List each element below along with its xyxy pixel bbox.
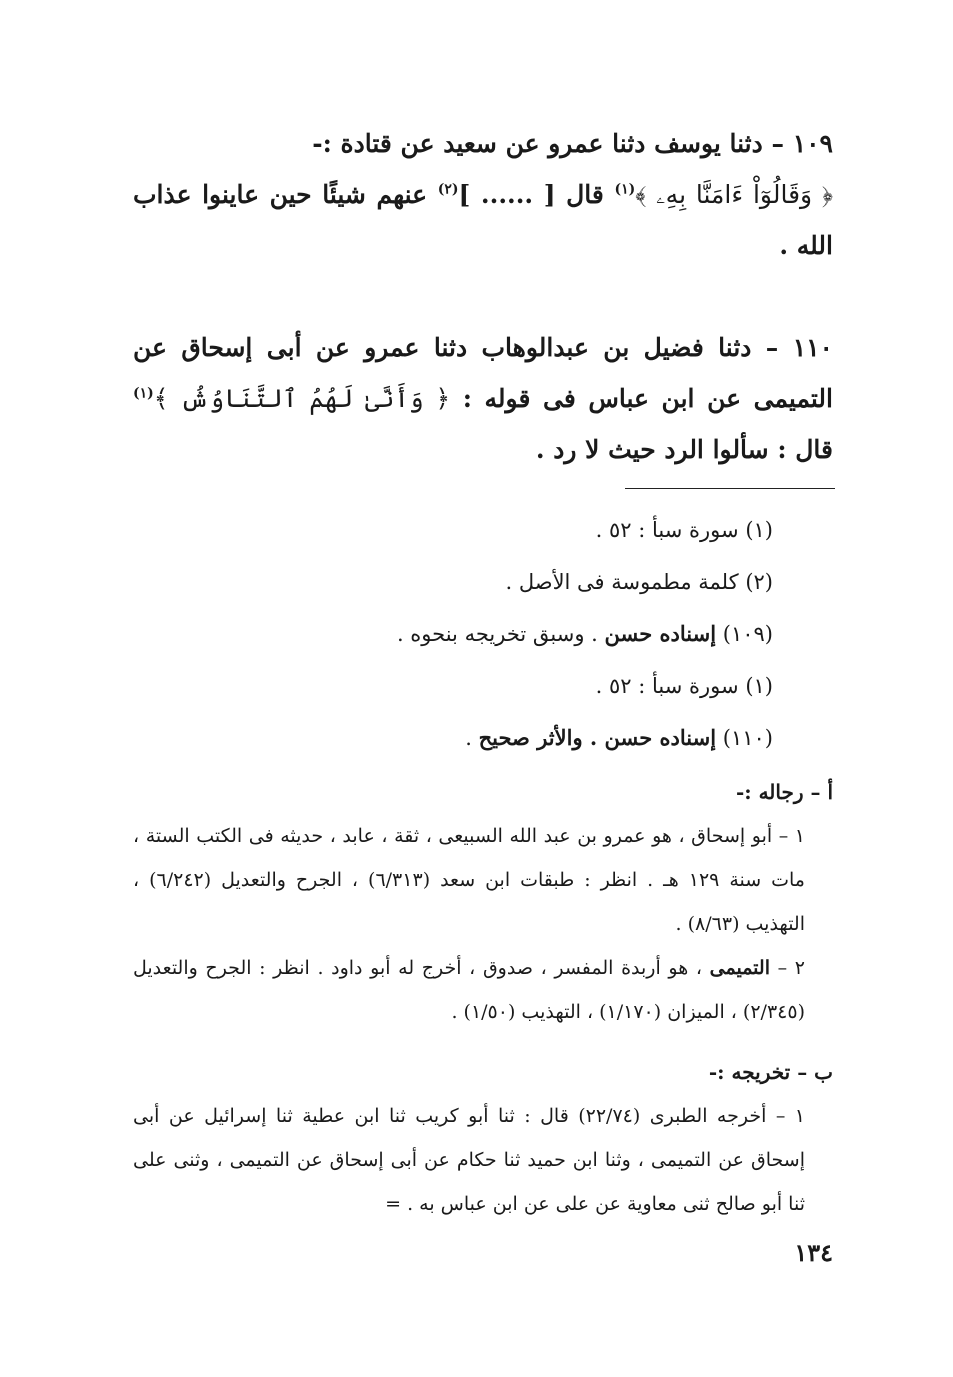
footnotes bbox=[133, 504, 773, 764]
section-paragraph: ١ – أخرجه الطبرى (٢٢/٧٤) قال : ثنا أبو كريب ثنا ابن عطية ثنا إسرائيل عن أبى إسحاق عن التميمى ، وثنا ابن حميد ثنا حكام عن أبى إسحاق عن التميمى ، وثنى على ثنا أبو صالح ثنى معاوية عن على عن ابن عباس به . = bbox=[133, 1105, 805, 1215]
section-paragraph bbox=[133, 946, 833, 1034]
hadith-110-body bbox=[133, 322, 833, 475]
section-takhrij bbox=[133, 1050, 833, 1226]
footnote-text: كلمة مطموسة فى الأصل . bbox=[505, 570, 739, 594]
quran-verse: ﴿ وَأَنَّىٰ لَهُمُ ٱلتَّنَاوُشُ ﴾ bbox=[153, 384, 451, 413]
paragraph-rest: ، هو أربدة المفسر ، صدوق ، أخرج له أبو داود . انظر : الجرح والتعديل (٢/٣٤٥) ، الميزان (١/١٧٠) ، التهذيب (١/٥٠) . bbox=[133, 957, 805, 1023]
hadith-109-body bbox=[133, 169, 833, 271]
footnote-ref: (١) bbox=[614, 181, 636, 198]
hadith-109-line1 bbox=[133, 118, 833, 169]
hadith-110-text-b: قال : سألوا الرد حيث لا رد . bbox=[535, 435, 833, 464]
footnote-text: سورة سبأ : ٥٢ . bbox=[595, 674, 739, 698]
paragraph-prefix: ٢ – bbox=[769, 957, 805, 979]
hadith-110-number: ١١٠ bbox=[792, 333, 833, 362]
hadith-109-isnad: – دثنا يوسف دثنا عمرو عن سعيد عن قتادة :- bbox=[312, 129, 784, 158]
footnote bbox=[133, 608, 773, 660]
footnote-label: (١١٠) bbox=[722, 726, 773, 750]
section-heading: أ – رجاله :- bbox=[735, 780, 833, 804]
footnote-label: (١) bbox=[745, 518, 773, 542]
footnote-text: . وسبق تخريجه بنحوه . bbox=[396, 622, 605, 646]
hadith-109 bbox=[133, 118, 833, 271]
footnote-text: سورة سبأ : ٥٢ . bbox=[595, 518, 739, 542]
section-heading: ب – تخريجه :- bbox=[708, 1060, 833, 1084]
footnote-label: (١) bbox=[745, 674, 773, 698]
hadith-110-text-a: – دثنا فضيل بن عبدالوهاب دثنا عمرو عن أبى إسحاق عن التميمى عن ابن عباس فى قوله : bbox=[133, 333, 834, 413]
footnote-ref: (١) bbox=[133, 385, 154, 402]
paragraph-bold: التميمى bbox=[709, 957, 770, 979]
footnote bbox=[133, 556, 773, 608]
footnote bbox=[133, 660, 773, 712]
footnote-text: . bbox=[465, 726, 479, 750]
footnote-divider bbox=[625, 488, 835, 489]
hadith-109-text-b: عنهم شيئًا حين عاينوا عذاب الله . bbox=[133, 180, 833, 260]
hadith-109-number: ١٠٩ bbox=[792, 129, 833, 158]
footnote bbox=[133, 504, 773, 556]
hadith-110 bbox=[133, 322, 833, 475]
footnote-label: (١٠٩) bbox=[722, 622, 773, 646]
footnote-bold: إسناده حسن . والأثر صحيح bbox=[478, 725, 717, 750]
footnote-ref: (٢) bbox=[437, 181, 459, 198]
footnote bbox=[133, 712, 773, 764]
section-paragraph: ١ – أبو إسحاق ، هو عمرو بن عبد الله السبيعى ، ثقة ، عابد ، حديثه فى الكتب الستة ، مات سنة ١٢٩ هـ . انظر : طبقات ابن سعد (٦/٣١٣) ، الجرح والتعديل (٦/٢٤٢) ، التهذيب (٨/٦٣) . bbox=[133, 825, 805, 935]
quran-verse: ﴿ وَقَالُوٓاْ ءَامَنَّا بِهِۦ ﴾ bbox=[635, 180, 833, 209]
hadith-109-text-a: قال [ ...... ] bbox=[458, 180, 615, 209]
footnote-label: (٢) bbox=[745, 570, 773, 594]
page-number: ١٣٤ bbox=[794, 1238, 833, 1267]
footnote-bold: إسناده حسن bbox=[604, 621, 717, 646]
section-rijal bbox=[133, 770, 833, 1034]
